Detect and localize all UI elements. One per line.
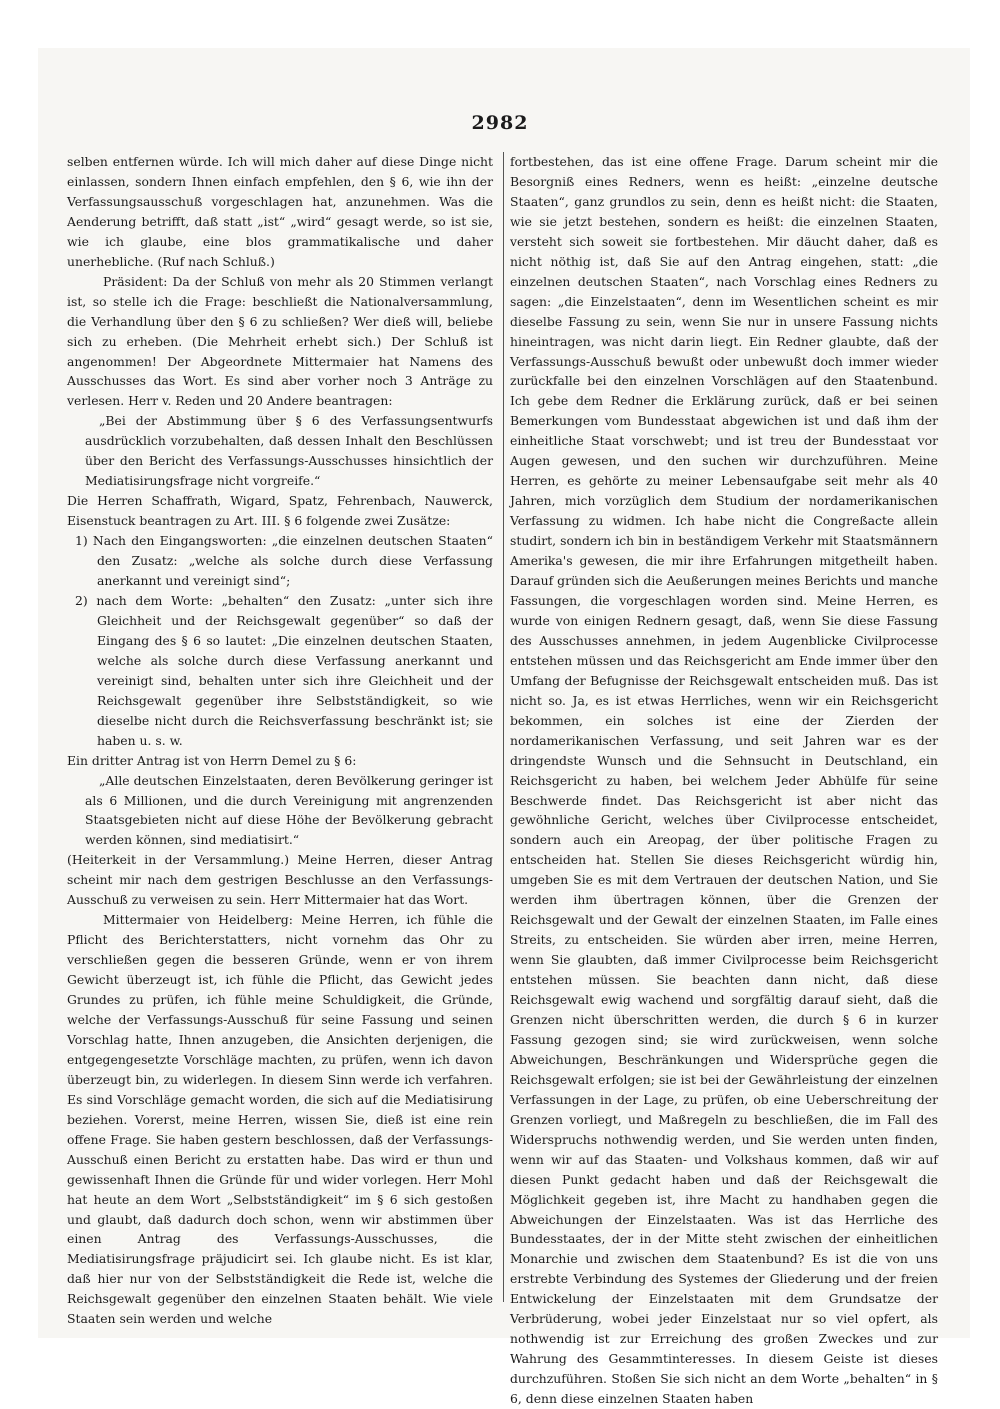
paragraph-motion: Die Herren Schaffrath, Wigard, Spatz, Fehrenbach, Nauwerck, Eisenstuck beantragen zu Art. III. § 6 folgende zwei Zusätze: (67, 493, 493, 529)
paragraph-demel: Ein dritter Antrag ist von Herrn Demel zu § 6: (67, 752, 357, 768)
paragraph-president: Präsident: Da der Schluß von mehr als 20 Stimmen verlangt ist, so stelle ich die Frage: beschließt die Nationalversammlung, die Verhandlung über den § 6 zu schließen? Wer dieß will, beliebe sich zu erheben. (Die Mehrheit erhebt sich.) Der Schluß ist angenommen! Der Abgeordnete Mittermaier hat Namens des Ausschusses das Wort. Es sind aber vorher noch 3 Anträge zu verlesen. Herr v. Reden und 20 Andere beantragen: (67, 273, 493, 409)
paragraph: selben entfernen würde. Ich will mich daher auf diese Dinge nicht einlassen, sondern Ihnen einfach empfehlen, den § 6, wie ihn der Verfassungsausschuß vorgeschlagen hat, anzunehmen. Was die Aenderung betrifft, daß statt „ist“ „wird“ gesagt werde, so ist sie, wie ich glaube, eine blos grammatikalische und daher unerhebliche. (Ruf nach Schluß.) (67, 154, 493, 269)
column-divider (503, 152, 504, 1302)
paragraph-mittermaier: Mittermaier von Heidelberg: Meine Herren, ich fühle die Pflicht des Berichterstatters, nicht vornehm das Ohr zu verschließen gegen die besseren Gründe, wenn er von ihrem Gewicht überzeugt ist, ich fühle die Pflicht, das Gewicht jedes Grundes zu prüfen, ich fühle meine Schuldigkeit, die Gründe, welche der Verfassungs-Ausschuß für seine Fassung und seinen Vorschlag hatte, Ihnen anzugeben, die Ansichten derjenigen, die entgegengesetzte Vorschläge machten, zu prüfen, wenn ich davon überzeugt bin, zu widerlegen. In diesem Sinn werde ich verfahren. Es sind Vorschläge gemacht worden, die sich auf die Mediatisirung beziehen. Vorerst, meine Herren, wissen Sie, dieß ist eine rein offene Frage. Sie haben gestern beschlossen, daß der Verfassungs-Ausschuß einen Bericht zu erstatten habe. Das wird er thun und gewissenhaft Ihnen die Gründe für und wider vorlegen. Herr Mohl hat heute an dem Wort „Selbstständigkeit“ im § 6 sich gestoßen und glaubt, daß dadurch doch schon, wenn wir abstimmen über einen Antrag des Verfassungs-Ausschusses, die Mediatisirungsfrage präjudicirt sei. Ich glaube nicht. Es ist klar, daß hier nur von der Selbstständigkeit die Rede ist, welche die Reichsgewalt gegenüber den einzelnen Staaten behält. Wie viele Staaten sein werden und welche (67, 912, 493, 1327)
left-column (67, 152, 493, 1327)
paragraph: fortbestehen, das ist eine offene Frage. Darum scheint mir die Besorgniß eines Redners, wenn es heißt: „einzelne deutsche Staaten“, ganz grundlos zu sein, denn es heißt nicht: die Staaten, wie sie jetzt bestehen, sondern es heißt: die einzelnen Staaten, versteht sich soweit sie fortbestehen. Mir däucht daher, daß es nicht nöthig ist, daß Sie auf den Antrag eingehen, statt: „die einzelnen deutschen Staaten“, nach Vorschlag eines Redners zu sagen: „die Einzelstaaten“, denn im Wesentlichen scheint es mir dieselbe Fassung zu sein, wenn Sie nur in unsere Fassung nichts hineintragen, was nicht darin liegt. Ein Redner glaubte, daß der Verfassungs-Ausschuß bewußt oder unbewußt doch immer wieder zurückfalle bei den einzelnen Vorschlägen auf den Staatenbund. Ich gebe dem Redner die Erklärung zurück, daß er bei seinen Bemerkungen vom Bundesstaat abgewichen ist und daß ihm der einheitliche Staat vorschwebt; und ist treu der Bundesstaat vor Augen gewesen, und den suchen wir durchzuführen. Meine Herren, es gehörte zu meiner Lebensaufgabe seit mehr als 40 Jahren, mich vorzüglich dem Studium der nordamerikanischen Verfassung zu widmen. Ich habe nicht die Congreßacte allein studirt, sondern ich bin in beständigem Verkehr mit Staatsmännern Amerika's gewesen, die mir ihre Erfahrungen mitgetheilt haben. Darauf gründen sich die Aeußerungen meines Berichts und manche Fassungen, die vorgeschlagen worden sind. Meine Herren, es wurde von einigen Rednern gesagt, daß, wenn Sie diese Fassung des Ausschusses annehmen, in jedem Augenblicke Civilprocesse entstehen müssen und das Reichsgericht am Ende immer über den Umfang der Befugnisse der Reichsgewalt entscheiden muß. Das ist nicht so. Ja, es ist etwas Herrliches, wenn wir ein Reichsgericht bekommen, ein solches ist eine der Zierden der nordamerikanischen Verfassung, und seit Jahren war es der dringendste Wunsch und die Sehnsucht in Deutschland, ein Reichsgericht zu haben, bei welchem Jeder Abhülfe für seine Beschwerde findet. Das Reichsgericht ist aber nicht das gewöhnliche Gericht, welches über Civilprocesse entscheidet, sondern auch ein Areopag, der über politische Fragen zu entscheiden hat. Stellen Sie dieses Reichsgericht würdig hin, umgeben Sie es mit dem Vertrauen der deutschen Nation, und Sie werden ihm übertragen können, über die Grenzen der Reichsgewalt und der Gewalt der einzelnen Staaten, im Falle eines Streits, zu entscheiden. Sie würden aber irren, meine Herren, wenn Sie glaubten, daß immer Civilprocesse beim Reichsgericht entstehen müssen. Sie beachten dann nicht, daß diese Reichsgewalt ewig wachend und sorgfältig darauf sieht, daß die Grenzen nicht überschritten werden, die durch § 6 in kurzer Fassung gezogen sind; sie wird zurückweisen, wenn solche Abweichungen, Beschränkungen und Widersprüche gegen die Reichsgewalt erfolgen; sie ist bei der Gewährleistung der einzelnen Verfassungen in der Lage, zu prüfen, ob eine Ueberschreitung der Grenzen vorliegt, und Maßregeln zu beschließen, die im Fall des Widerspruchs nothwendig werden, und Sie werden unten finden, wenn wir auf das Staaten- und Volkshaus kommen, daß wir auf diesen Punkt gedacht haben und daß der Reichsgewalt die Möglichkeit gegeben ist, ihre Macht zu handhaben gegen die Abweichungen der Einzelstaaten. Was ist das Herrliche des Bundesstaates, der in der Mitte steht zwischen der einheitlichen Monarchie und zwischen dem Staatenbund? Es ist die von uns erstrebte Verbindung des Systemes der Gliederung und der freien Entwickelung der Einzelstaaten mit dem Grundsatze der Verbrüderung, wobei jeder Einzelstaat nur so viel opfert, als nothwendig ist zur Erreichung des großen Zweckes und zur Wahrung des Gesammtinteresses. In diesem Geiste ist dieses durchzuführen. Stoßen Sie sich nicht an dem Worte „behalten“ in § 6, denn diese einzelnen Staaten haben (510, 154, 938, 1407)
list-item: 2) nach dem Worte: „behalten“ den Zusatz: „unter sich ihre Gleichheit und der Reichsgewalt gegenüber“ so daß der Eingang des § 6 so lautet: „Die einzelnen deutschen Staaten, welche als solche durch diese Verfassung anerkannt und vereinigt sind, behalten unter sich ihre Gleichheit und der Reichsgewalt gegenüber ihre Selbstständigkeit, so wie dieselbe nicht durch die Reichsverfassung beschränkt ist; sie haben u. s. w. (75, 592, 493, 748)
quote-demel: „Alle deutschen Einzelstaaten, deren Bevölkerung geringer ist als 6 Millionen, und die durch Vereinigung mit angrenzenden Staatsgebieten nicht auf diese Höhe der Bevölkerung gebracht werden können, sind mediatisirt.“ (85, 772, 493, 848)
list-item: 1) Nach den Eingangsworten: „die einzelnen deutschen Staaten“ den Zusatz: „welche als solche durch diese Verfassung anerkannt und vereinigt sind“; (75, 533, 493, 589)
page-number: 2982 (471, 112, 529, 134)
right-column (510, 152, 938, 1407)
paragraph: (Heiterkeit in der Versammlung.) Meine Herren, dieser Antrag scheint mir nach dem gestrigen Beschlusse an den Verfassungs-Ausschuß zu verweisen zu sein. Herr Mittermaier hat das Wort. (67, 852, 493, 908)
quote-reden: „Bei der Abstimmung über § 6 des Verfassungsentwurfs ausdrücklich vorzubehalten, daß dessen Inhalt den Beschlüssen über den Bericht des Verfassungs-Ausschusses hinsichtlich der Mediatisirungsfrage nicht vorgreife.“ (85, 413, 493, 489)
